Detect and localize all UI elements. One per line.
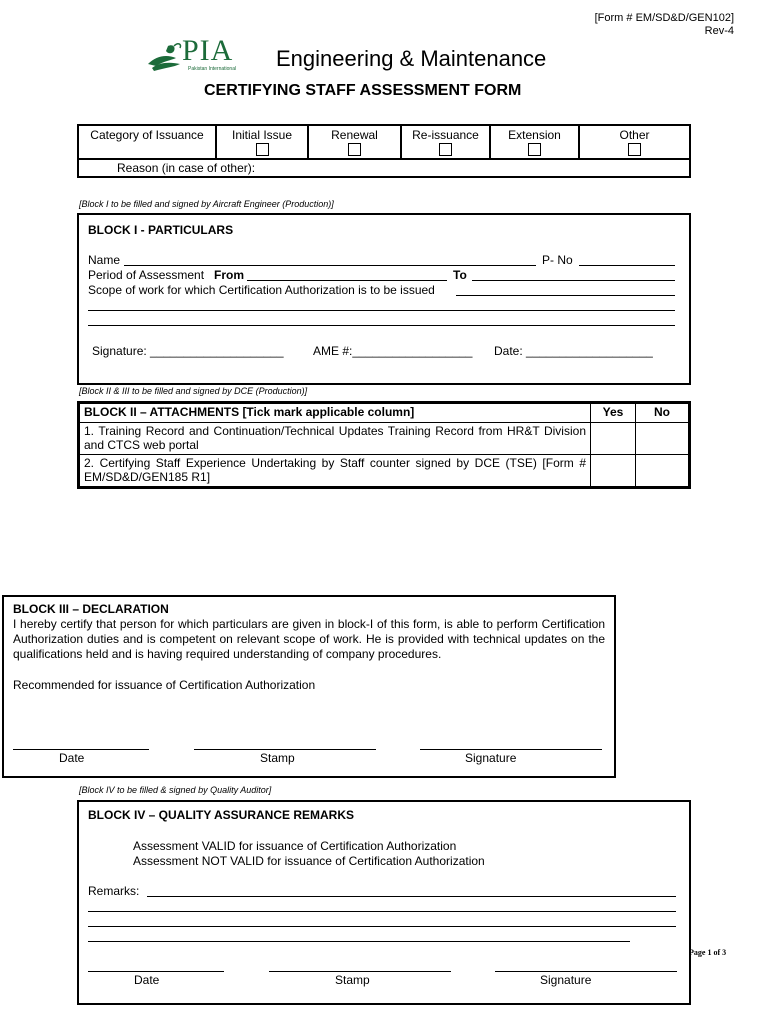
attachments-table	[79, 403, 689, 487]
form-reference	[595, 12, 734, 38]
pia-logo	[146, 34, 246, 76]
from-label: From	[214, 268, 244, 282]
renewal-checkbox[interactable]	[348, 143, 361, 156]
block4-heading: BLOCK IV – QUALITY ASSURANCE REMARKS	[88, 808, 355, 822]
extension-checkbox[interactable]	[528, 143, 541, 156]
logo-subtext: Pakistan International	[188, 66, 237, 72]
to-label: To	[453, 268, 467, 282]
valid-option[interactable]: Assessment VALID for issuance of Certification Authorization	[133, 839, 457, 853]
signature-label: Signature	[465, 751, 517, 765]
signature-label: Signature	[540, 973, 592, 987]
category-label: Category of Issuance	[79, 126, 217, 158]
reissuance-checkbox[interactable]	[439, 143, 452, 156]
not-valid-option[interactable]: Assessment NOT VALID for issuance of Certification Authorization	[133, 854, 485, 868]
yes-header: Yes	[591, 404, 636, 423]
scope-line-2[interactable]	[88, 310, 675, 311]
date-label: Date	[59, 751, 85, 765]
remarks-line-3[interactable]	[88, 926, 676, 927]
option-label: Extension	[508, 128, 561, 142]
revision: Rev-4	[704, 25, 734, 37]
attachment-2-no[interactable]	[636, 455, 689, 487]
attachment-2-yes[interactable]	[591, 455, 636, 487]
date-line[interactable]	[88, 971, 224, 972]
ame-field[interactable]: AME #:__________________	[313, 344, 473, 358]
reason-field[interactable]	[265, 176, 649, 177]
stamp-label: Stamp	[260, 751, 295, 765]
markhor-logo-icon	[146, 42, 184, 72]
remarks-line-4[interactable]	[88, 941, 630, 942]
table-row	[80, 423, 689, 455]
table-row	[80, 455, 689, 487]
block4-note: [Block IV to be filled & signed by Quality Auditor]	[79, 785, 272, 795]
form-title: CERTIFYING STAFF ASSESSMENT FORM	[204, 82, 522, 99]
remarks-line-2[interactable]	[88, 911, 676, 912]
pno-field[interactable]	[579, 265, 675, 266]
signature-line[interactable]	[420, 749, 602, 750]
stamp-label: Stamp	[335, 973, 370, 987]
remarks-field[interactable]	[147, 896, 676, 897]
block3-heading: BLOCK III – DECLARATION	[13, 602, 169, 616]
declaration-text: I hereby certify that person for which particulars are given in block-I of this form, is able to perform Certification Authorization duties and is competent on relevant scope of work. He is provided with technical updates on the qualifications held and is having required understanding of company procedures.	[13, 617, 605, 661]
category-row	[79, 126, 689, 160]
option-other	[580, 126, 689, 158]
to-field[interactable]	[472, 280, 675, 281]
block2-heading: BLOCK II – ATTACHMENTS [Tick mark applicable column]	[80, 404, 591, 423]
option-renewal	[309, 126, 402, 158]
category-table	[77, 124, 691, 178]
scope-label: Scope of work for which Certification Authorization is to be issued	[88, 283, 435, 297]
block1-particulars	[77, 213, 691, 385]
other-checkbox[interactable]	[628, 143, 641, 156]
form-number: [Form # EM/SD&D/GEN102]	[594, 12, 734, 24]
option-label: Re-issuance	[412, 128, 479, 142]
logo-text: PIA	[182, 34, 234, 67]
option-extension	[491, 126, 580, 158]
option-label: Other	[619, 128, 650, 142]
option-label: Initial Issue	[231, 128, 293, 142]
attachment-1-text: 1. Training Record and Continuation/Technical Updates Training Record from HR&T Division and CTCS web portal	[80, 423, 591, 455]
signature-field[interactable]: Signature: ____________________	[92, 344, 284, 358]
option-label: Renewal	[331, 128, 378, 142]
option-initial-issue	[217, 126, 309, 158]
option-reissuance	[402, 126, 491, 158]
block4-qa-remarks	[77, 800, 691, 1005]
stamp-line[interactable]	[194, 749, 376, 750]
attachment-1-yes[interactable]	[591, 423, 636, 455]
date-line[interactable]	[13, 749, 149, 750]
name-label: Name	[88, 253, 121, 267]
reason-label: Reason (in case of other):	[117, 161, 256, 175]
period-label: Period of Assessment	[88, 268, 205, 282]
name-field[interactable]	[124, 265, 536, 266]
signature-line[interactable]	[495, 971, 677, 972]
pno-label: P- No	[542, 253, 573, 267]
scope-line-3[interactable]	[88, 325, 675, 326]
block1-note: [Block I to be filled and signed by Aircraft Engineer (Production)]	[79, 199, 334, 209]
block3-declaration	[2, 595, 616, 778]
page-number: Page 1 of 3	[689, 948, 727, 957]
attachment-1-no[interactable]	[636, 423, 689, 455]
from-field[interactable]	[247, 280, 447, 281]
block2-note: [Block II & III to be filled and signed by DCE (Production)]	[79, 386, 308, 396]
stamp-line[interactable]	[269, 971, 451, 972]
date-field[interactable]: Date: ___________________	[494, 344, 653, 358]
department-title: Engineering & Maintenance	[276, 46, 547, 71]
remarks-label: Remarks:	[88, 884, 140, 898]
attachment-2-text: 2. Certifying Staff Experience Undertaking by Staff counter signed by DCE (TSE) [Form # EM/SD&D/GEN185 R1]	[80, 455, 591, 487]
recommend-text: Recommended for issuance of Certification Authorization	[13, 678, 316, 692]
block1-heading: BLOCK I - PARTICULARS	[88, 223, 234, 237]
initial-issue-checkbox[interactable]	[256, 143, 269, 156]
no-header: No	[636, 404, 689, 423]
scope-field[interactable]	[456, 295, 675, 296]
block2-attachments	[77, 401, 691, 489]
date-label: Date	[134, 973, 160, 987]
